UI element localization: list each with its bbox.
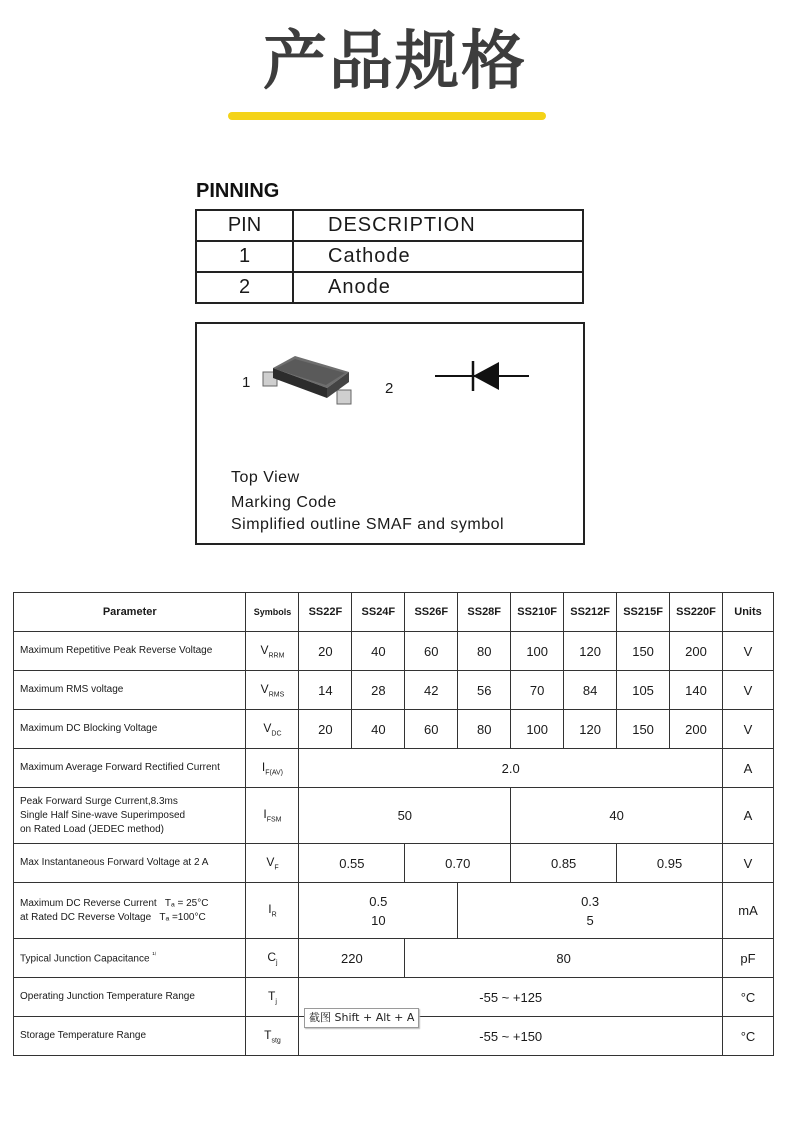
param-ifav: Maximum Average Forward Rectified Current: [14, 749, 246, 788]
table-row: [14, 883, 774, 939]
value-cell: 80: [458, 710, 511, 749]
value-cell: 140: [670, 671, 723, 710]
symbol-vrms: $V_{RMS}$: [246, 671, 299, 710]
value-cell: 20: [299, 632, 352, 671]
table-row: [196, 210, 583, 241]
param-cj: Typical Junction Capacitance $^{^{1)}}$: [14, 939, 246, 978]
table-row: [196, 241, 583, 272]
value-cell: 80: [458, 632, 511, 671]
table-row: [14, 632, 774, 671]
unit-cell: °C: [723, 978, 774, 1017]
table-row: [14, 671, 774, 710]
value-cell: 100: [511, 632, 564, 671]
pin2-label: 2: [385, 380, 394, 397]
unit-cell: V: [723, 632, 774, 671]
value-cell: -55 ~ +125: [299, 978, 723, 1017]
value-cell: 120: [564, 710, 617, 749]
pinning-heading: PINNING: [196, 180, 280, 202]
pin-number: 2: [196, 272, 293, 303]
screenshot-shortcut-tooltip: 截图 Shift + Alt + A: [304, 1008, 419, 1028]
value-cell: 220: [299, 939, 405, 978]
pin-number: 1: [196, 241, 293, 272]
param-vrms: Maximum RMS voltage: [14, 671, 246, 710]
param-ifsm: Peak Forward Surge Current,8.3ms Single Half Sine-wave Superimposed on Rated Load (JEDEC method): [14, 788, 246, 844]
value-cell: 100: [511, 710, 564, 749]
symbol-ir: $I_R$: [246, 883, 299, 939]
header-ss26f: SS26F: [405, 593, 458, 632]
value-cell: 0.85: [511, 844, 617, 883]
unit-cell: pF: [723, 939, 774, 978]
value-cell: 80: [405, 939, 723, 978]
unit-cell: V: [723, 671, 774, 710]
symbol-vf: $V_F$: [246, 844, 299, 883]
header-ss22f: SS22F: [299, 593, 352, 632]
value-cell: 84: [564, 671, 617, 710]
symbol-vrrm: $V_{RRM}$: [246, 632, 299, 671]
value-cell: 2.0: [299, 749, 723, 788]
value-cell: 0.95: [617, 844, 723, 883]
unit-cell: V: [723, 710, 774, 749]
header-ss24f: SS24F: [352, 593, 405, 632]
value-cell: 14: [299, 671, 352, 710]
param-vdc: Maximum DC Blocking Voltage: [14, 710, 246, 749]
param-vf: Max Instantaneous Forward Voltage at 2 A: [14, 844, 246, 883]
header-ss220f: SS220F: [670, 593, 723, 632]
unit-cell: A: [723, 788, 774, 844]
header-units: Units: [723, 593, 774, 632]
value-cell: 120: [564, 632, 617, 671]
page-title: 产品规格: [263, 25, 527, 99]
header-ss210f: SS210F: [511, 593, 564, 632]
value-cell: 200: [670, 710, 723, 749]
diode-symbol-icon: [433, 356, 533, 396]
title-underline: [228, 112, 546, 120]
value-cell: 42: [405, 671, 458, 710]
param-ir: Maximum DC Reverse Current Tₐ = 25°C at Rated DC Reverse Voltage Tₐ =100°C: [14, 883, 246, 939]
table-row: [14, 939, 774, 978]
value-cell: 60: [405, 632, 458, 671]
spec-table: [13, 592, 774, 1056]
table-row: [14, 710, 774, 749]
value-cell: 0.3 5: [458, 883, 723, 939]
table-header-row: [14, 593, 774, 632]
symbol-ifsm: $I_{FSM}$: [246, 788, 299, 844]
unit-cell: A: [723, 749, 774, 788]
value-cell: 0.55: [299, 844, 405, 883]
value-cell: 40: [352, 710, 405, 749]
value-cell: 70: [511, 671, 564, 710]
value-cell: -55 ~ +150: [299, 1017, 723, 1056]
value-cell: 50: [299, 788, 511, 844]
caption-top-view: Top View: [231, 469, 300, 486]
header-ss212f: SS212F: [564, 593, 617, 632]
caption-marking-code: Marking Code: [231, 494, 337, 511]
header-ss28f: SS28F: [458, 593, 511, 632]
pin-column-header: PIN: [196, 210, 293, 241]
unit-cell: °C: [723, 1017, 774, 1056]
table-row: [14, 788, 774, 844]
description-column-header: DESCRIPTION: [293, 210, 583, 241]
pin1-label: 1: [242, 374, 251, 391]
pin-description: Cathode: [293, 241, 583, 272]
symbol-tj: $T_j$: [246, 978, 299, 1017]
value-cell: 56: [458, 671, 511, 710]
value-cell: 150: [617, 632, 670, 671]
unit-cell: mA: [723, 883, 774, 939]
param-tj: Operating Junction Temperature Range: [14, 978, 246, 1017]
param-tstg: Storage Temperature Range: [14, 1017, 246, 1056]
pinning-table: [195, 209, 584, 304]
value-cell: 40: [511, 788, 723, 844]
value-cell: 60: [405, 710, 458, 749]
symbol-cj: $C_j$: [246, 939, 299, 978]
symbol-vdc: $V_{DC}$: [246, 710, 299, 749]
smaf-package-icon: [259, 352, 359, 412]
table-row: [14, 844, 774, 883]
header-symbols: Symbols: [246, 593, 299, 632]
value-cell: 200: [670, 632, 723, 671]
symbol-tstg: $T_{stg}$: [246, 1017, 299, 1056]
table-row: [196, 272, 583, 303]
value-cell: 105: [617, 671, 670, 710]
value-cell: 0.5 10: [299, 883, 458, 939]
caption-outline: Simplified outline SMAF and symbol: [231, 516, 505, 533]
header-ss215f: SS215F: [617, 593, 670, 632]
param-vrrm: Maximum Repetitive Peak Reverse Voltage: [14, 632, 246, 671]
header-parameter: Parameter: [14, 593, 246, 632]
value-cell: 28: [352, 671, 405, 710]
package-outline-box: [195, 322, 585, 545]
value-cell: 0.70: [405, 844, 511, 883]
unit-cell: V: [723, 844, 774, 883]
value-cell: 20: [299, 710, 352, 749]
symbol-ifav: $I_{F(AV)}$: [246, 749, 299, 788]
value-cell: 150: [617, 710, 670, 749]
table-row: [14, 749, 774, 788]
value-cell: 40: [352, 632, 405, 671]
pin-description: Anode: [293, 272, 583, 303]
